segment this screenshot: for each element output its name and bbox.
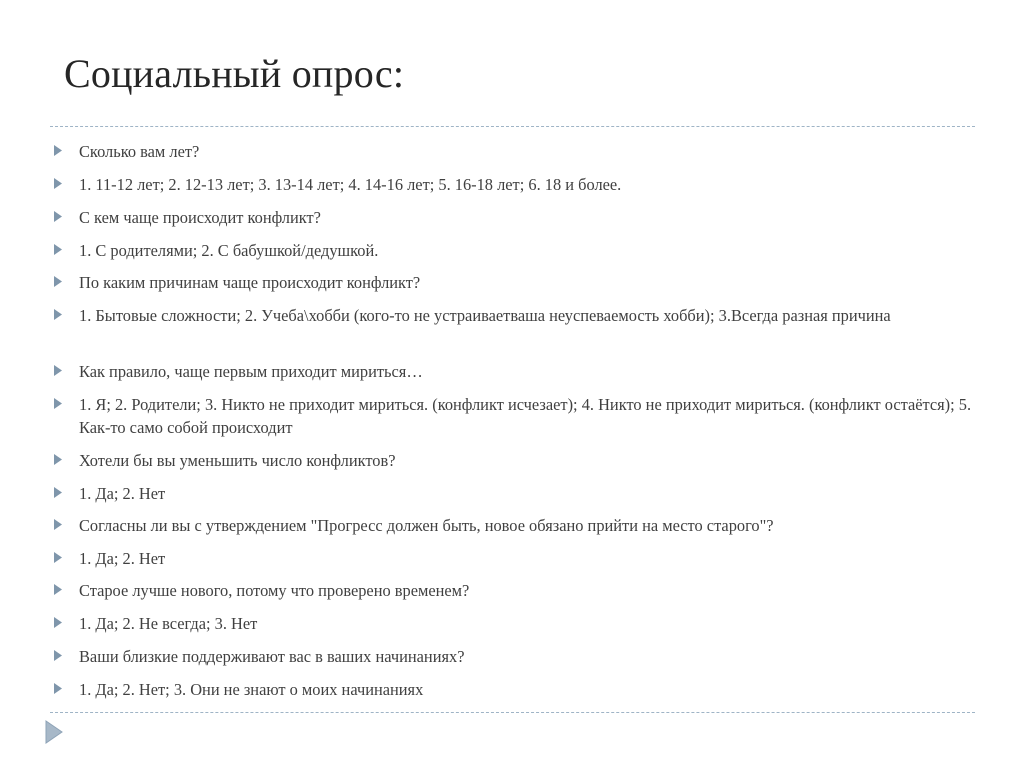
- bullet-item-4: [54, 239, 974, 262]
- bullet-item-12: [54, 547, 974, 570]
- bullet-item-2: [54, 173, 974, 196]
- triangle-bullet-icon: [54, 683, 62, 694]
- bullet-item-16: [54, 678, 974, 701]
- triangle-bullet-icon: [54, 145, 62, 156]
- triangle-corner-icon: [44, 720, 64, 744]
- bullet-text-11: Согласны ли вы с утверждением "Прогресс должен быть, новое обязано прийти на место старого"?: [79, 516, 774, 535]
- triangle-bullet-icon: [54, 584, 62, 595]
- slide-title: Социальный опрос:: [64, 51, 405, 96]
- bullet-text-4: 1. С родителями; 2. С бабушкой/дедушкой.: [79, 241, 379, 260]
- triangle-bullet-icon: [54, 519, 62, 530]
- triangle-bullet-icon: [54, 650, 62, 661]
- bullet-text-15: Ваши близкие поддерживают вас в ваших начинаниях?: [79, 647, 465, 666]
- triangle-bullet-icon: [54, 276, 62, 287]
- bullet-item-10: [54, 482, 974, 505]
- bullet-item-7: [54, 360, 974, 383]
- bullet-item-15: [54, 645, 974, 668]
- bullet-item-13: [54, 579, 974, 602]
- triangle-bullet-icon: [54, 454, 62, 465]
- bullet-text-14: 1. Да; 2. Не всегда; 3. Нет: [79, 614, 258, 633]
- triangle-bullet-icon: [54, 552, 62, 563]
- bottom-divider: [50, 712, 975, 713]
- triangle-bullet-icon: [54, 309, 62, 320]
- bullet-text-1: Сколько вам лет?: [79, 142, 200, 161]
- bullet-item-14: [54, 612, 974, 635]
- triangle-bullet-icon: [54, 365, 62, 376]
- bullet-item-3: [54, 206, 974, 229]
- triangle-bullet-icon: [54, 211, 62, 222]
- bullet-text-13: Старое лучше нового, потому что проверено временем?: [79, 581, 470, 600]
- bullet-text-7: Как правило, чаще первым приходит мириться…: [79, 362, 423, 381]
- top-divider: [50, 126, 975, 127]
- triangle-bullet-icon: [54, 617, 62, 628]
- bullet-item-1: [54, 140, 974, 163]
- bullet-item-5: [54, 271, 974, 294]
- bullet-item-11: [54, 514, 974, 537]
- bullet-item-9: [54, 449, 974, 472]
- bullet-text-5: По каким причинам чаще происходит конфликт?: [79, 273, 421, 292]
- bullet-text-8: 1. Я; 2. Родители; 3. Никто не приходит мириться. (конфликт исчезает); 4. Никто не приходит мириться. (конфликт остаётся); 5. Как-то само собой происходит: [79, 395, 972, 437]
- bullet-text-16: 1. Да; 2. Нет; 3. Они не знают о моих начинаниях: [79, 680, 424, 699]
- bullet-text-9: Хотели бы вы уменьшить число конфликтов?: [79, 451, 396, 470]
- bullet-item-6: [54, 304, 974, 327]
- bullet-item-8: [54, 393, 974, 439]
- bullet-text-6: 1. Бытовые сложности; 2. Учеба\хобби (кого-то не устраиваетваша неуспеваемость хобби); 3.Всегда разная причина: [79, 306, 891, 325]
- bullet-text-10: 1. Да; 2. Нет: [79, 484, 166, 503]
- triangle-bullet-icon: [54, 398, 62, 409]
- triangle-bullet-icon: [54, 244, 62, 255]
- bullet-text-3: С кем чаще происходит конфликт?: [79, 208, 321, 227]
- triangle-bullet-icon: [54, 487, 62, 498]
- bullet-text-2: 1. 11-12 лет; 2. 12-13 лет; 3. 13-14 лет; 4. 14-16 лет; 5. 16-18 лет; 6. 18 и более.: [79, 175, 622, 194]
- bullet-text-12: 1. Да; 2. Нет: [79, 549, 166, 568]
- triangle-bullet-icon: [54, 178, 62, 189]
